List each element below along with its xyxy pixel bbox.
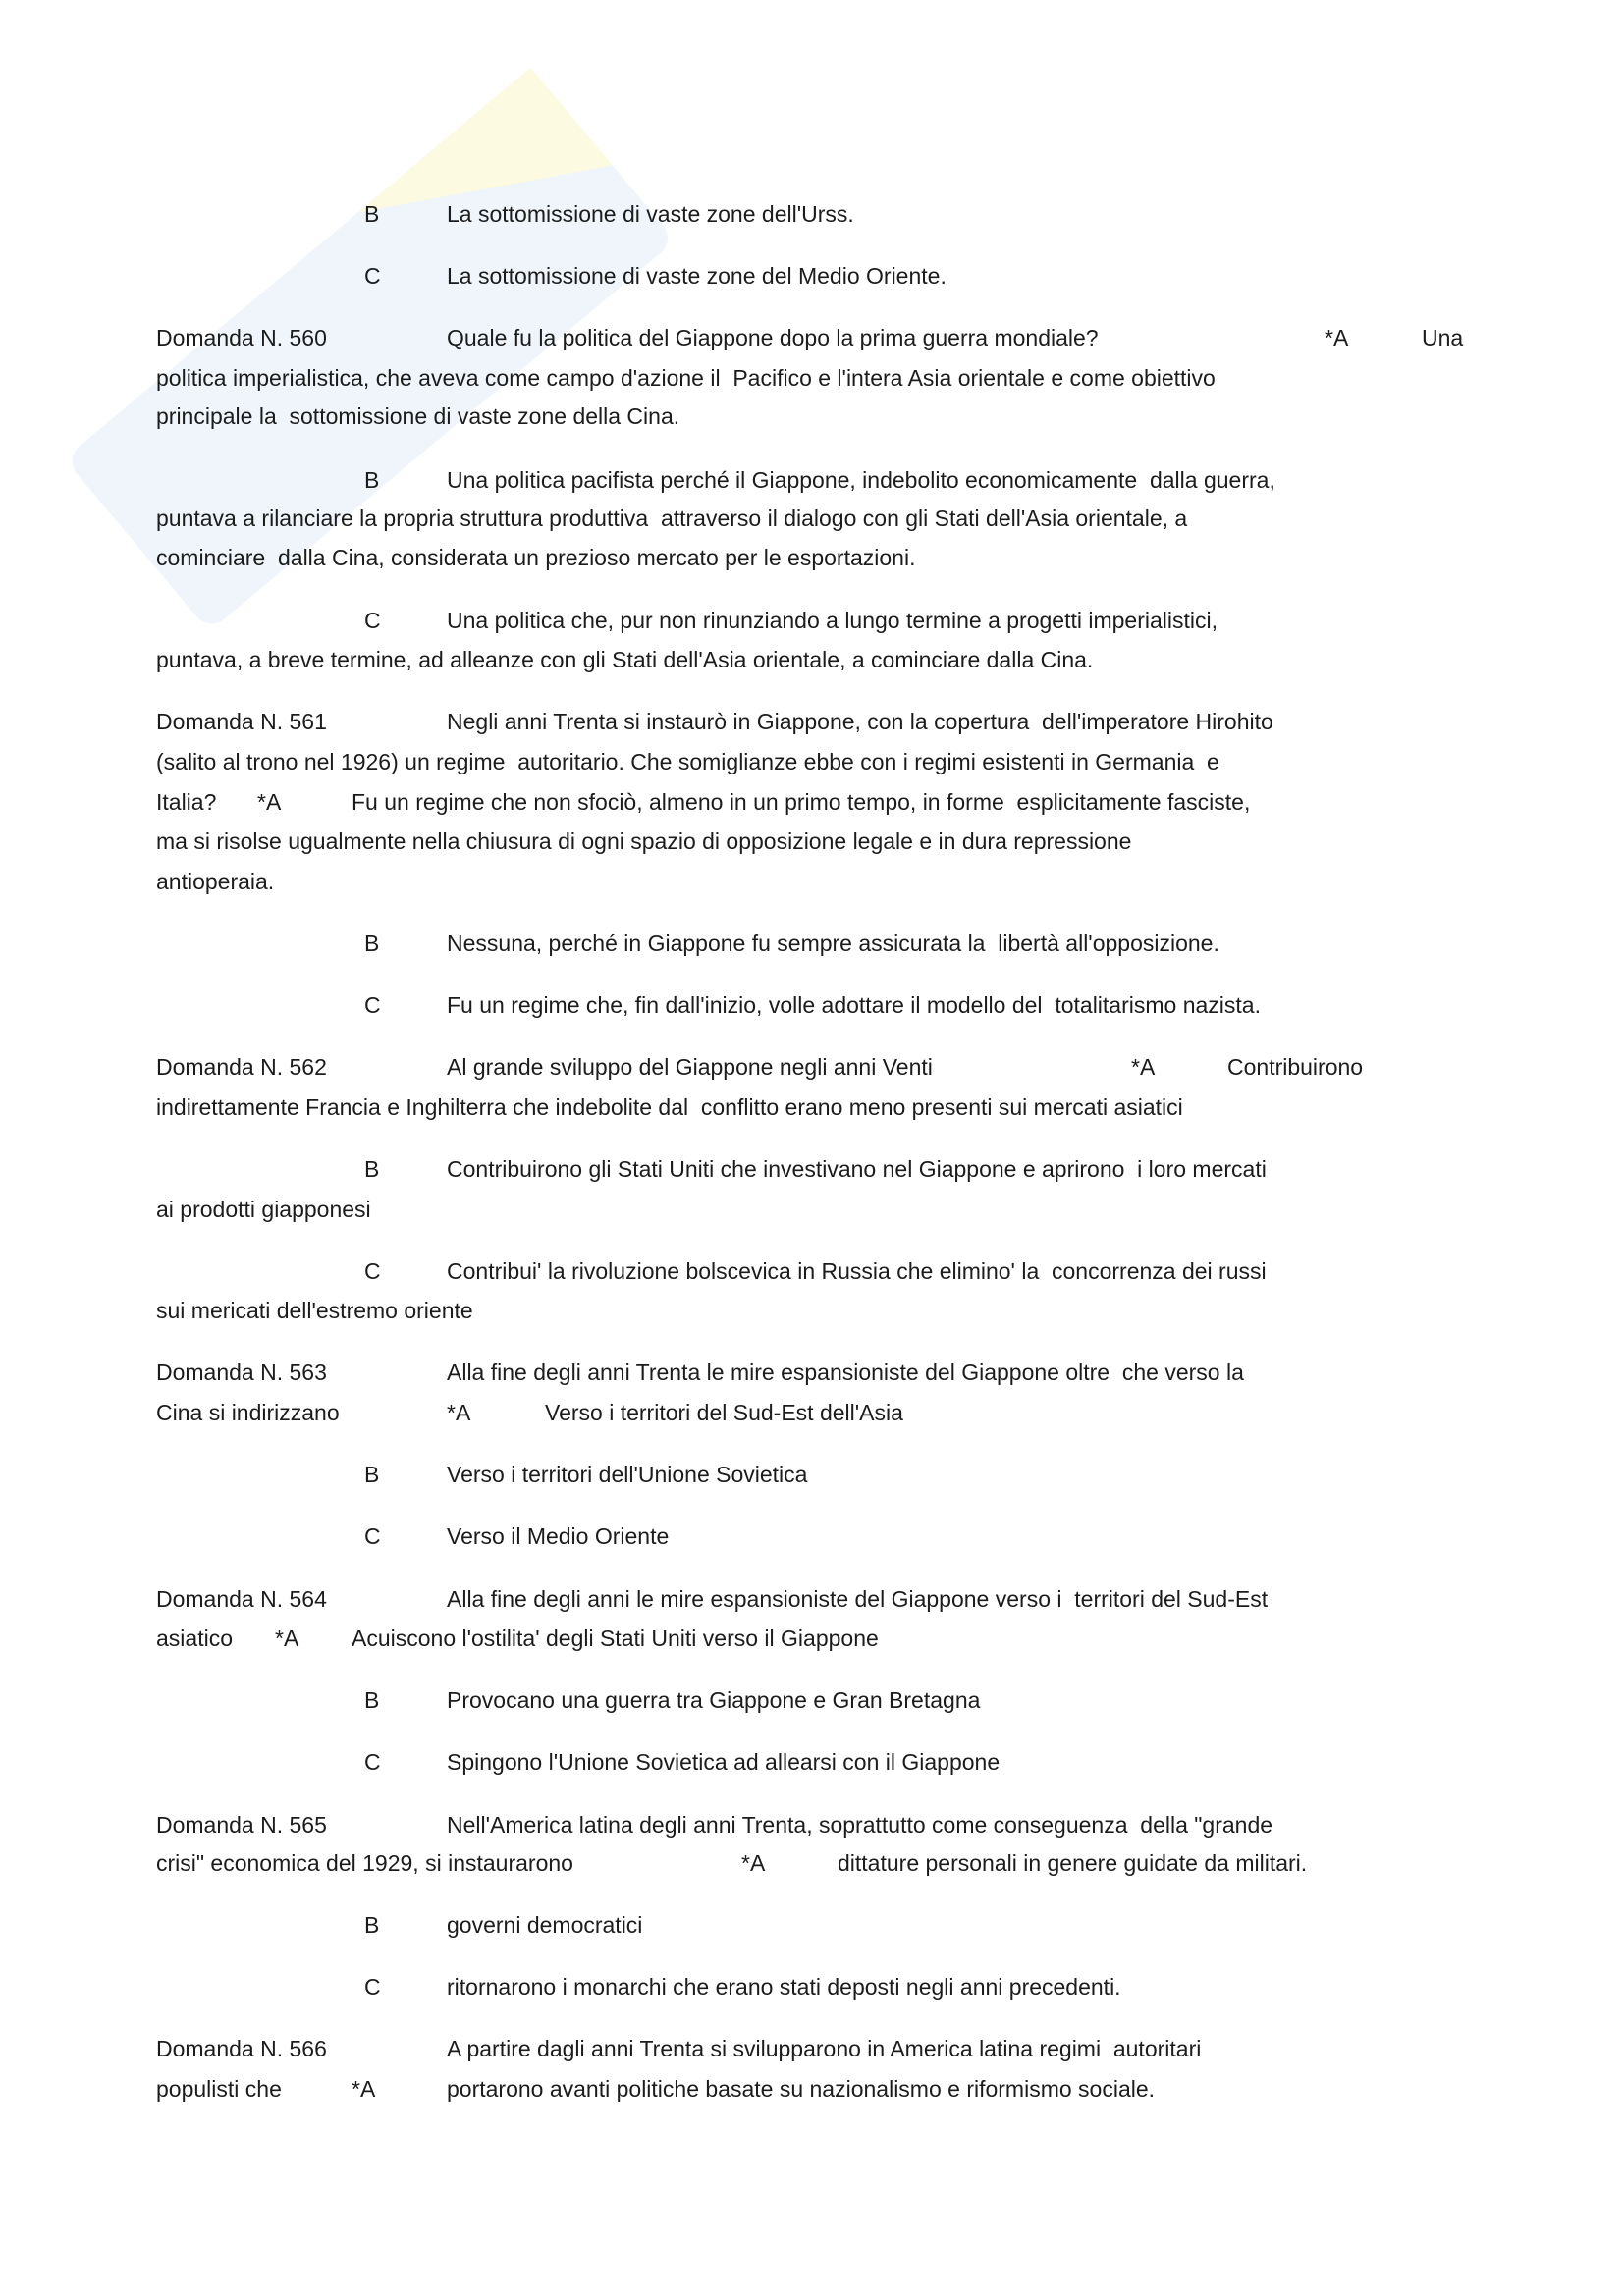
question-number: Domanda N. 561 xyxy=(156,709,327,734)
option-label: B xyxy=(364,931,380,956)
option-label: C xyxy=(364,1749,381,1775)
answer-text: antioperaia. xyxy=(156,869,275,894)
question-text: populisti che xyxy=(156,2076,282,2102)
option-label: C xyxy=(364,1523,381,1549)
correct-marker: *A xyxy=(741,1850,766,1876)
option-label: B xyxy=(364,1156,380,1182)
answer-text: ma si risolse ugualmente nella chiusura di ogni spazio di opposizione legale e in dura repressione xyxy=(156,828,1132,854)
answer-text: Acuiscono l'ostilita' degli Stati Uniti verso il Giappone xyxy=(352,1626,879,1651)
option-label: C xyxy=(364,992,381,1018)
option-label: B xyxy=(364,467,380,493)
question-number: Domanda N. 562 xyxy=(156,1054,327,1080)
correct-marker: *A xyxy=(275,1626,299,1651)
option-text: puntava, a breve termine, ad alleanze con gli Stati dell'Asia orientale, a cominciare dalla Cina. xyxy=(156,647,1094,672)
correct-marker: *A xyxy=(352,2076,376,2102)
answer-text: dittature personali in genere guidate da militari. xyxy=(838,1850,1308,1876)
correct-marker: *A xyxy=(447,1400,471,1425)
question-number: Domanda N. 563 xyxy=(156,1360,327,1385)
option-label: B xyxy=(364,1912,380,1938)
answer-text: politica imperialistica, che aveva come campo d'azione il Pacifico e l'intera Asia orientale e come obiettivo xyxy=(156,365,1216,391)
correct-marker: *A xyxy=(257,789,282,815)
option-text: governi democratici xyxy=(447,1912,643,1938)
option-text: Fu un regime che, fin dall'inizio, volle adottare il modello del totalitarismo nazista. xyxy=(447,992,1261,1018)
question-text: (salito al trono nel 1926) un regime autoritario. Che somiglianze ebbe con i regimi esistenti in Germania e xyxy=(156,749,1219,774)
option-label: C xyxy=(364,263,381,289)
option-text: sui mericati dell'estremo oriente xyxy=(156,1298,473,1323)
answer-text: indirettamente Francia e Inghilterra che indebolite dal conflitto erano meno presenti sui mercati asiatici xyxy=(156,1095,1183,1120)
question-text: A partire dagli anni Trenta si svilupparono in America latina regimi autoritari xyxy=(447,2036,1202,2061)
option-label: C xyxy=(364,1974,381,2000)
option-label: C xyxy=(364,1258,381,1284)
option-text: Una politica che, pur non rinunziando a lungo termine a progetti imperialistici, xyxy=(447,608,1218,633)
question-text: asiatico xyxy=(156,1626,233,1651)
option-text: Verso i territori dell'Unione Sovietica xyxy=(447,1462,808,1487)
answer-text: Contribuirono xyxy=(1227,1054,1364,1080)
option-label: B xyxy=(364,201,380,227)
question-text: Quale fu la politica del Giappone dopo la prima guerra mondiale? xyxy=(447,325,1099,350)
option-text: La sottomissione di vaste zone dell'Urss. xyxy=(447,201,854,227)
question-text: Italia? xyxy=(156,789,217,815)
question-number: Domanda N. 565 xyxy=(156,1812,327,1838)
option-text: ai prodotti giapponesi xyxy=(156,1197,371,1222)
answer-text: portarono avanti politiche basate su nazionalismo e riformismo sociale. xyxy=(447,2076,1156,2102)
question-text: Cina si indirizzano xyxy=(156,1400,340,1425)
question-text: crisi" economica del 1929, si instaurarono xyxy=(156,1850,573,1876)
option-text: Una politica pacifista perché il Giappone, indebolito economicamente dalla guerra, xyxy=(447,467,1275,493)
option-text: Spingono l'Unione Sovietica ad allearsi con il Giappone xyxy=(447,1749,1001,1775)
correct-marker: *A xyxy=(1325,325,1349,350)
option-b-559 xyxy=(0,197,1624,231)
option-label: B xyxy=(364,1462,380,1487)
option-text: cominciare dalla Cina, considerata un prezioso mercato per le esportazioni. xyxy=(156,545,916,570)
option-text: Contribui' la rivoluzione bolscevica in Russia che elimino' la concorrenza dei russi xyxy=(447,1258,1267,1284)
option-text: Contribuirono gli Stati Uniti che investivano nel Giappone e aprirono i loro mercati xyxy=(447,1156,1267,1182)
option-label: B xyxy=(364,1687,380,1713)
question-number: Domanda N. 564 xyxy=(156,1586,327,1612)
question-text: Negli anni Trenta si instaurò in Giappone, con la copertura dell'imperatore Hirohito xyxy=(447,709,1273,734)
option-text: Verso il Medio Oriente xyxy=(447,1523,670,1549)
question-text: Alla fine degli anni le mire espansioniste del Giappone verso i territori del Sud-Est xyxy=(447,1586,1269,1612)
question-text: Al grande sviluppo del Giappone negli anni Venti xyxy=(447,1054,933,1080)
answer-text: principale la sottomissione di vaste zone della Cina. xyxy=(156,403,680,429)
question-number: Domanda N. 560 xyxy=(156,325,327,350)
correct-marker: *A xyxy=(1131,1054,1156,1080)
answer-text: Una xyxy=(1422,325,1464,350)
option-text: La sottomissione di vaste zone del Medio Oriente. xyxy=(447,263,947,289)
answer-text: Fu un regime che non sfociò, almeno in un primo tempo, in forme esplicitamente fasciste, xyxy=(352,789,1251,815)
answer-text: Verso i territori del Sud-Est dell'Asia xyxy=(545,1400,903,1425)
option-text: Nessuna, perché in Giappone fu sempre assicurata la libertà all'opposizione. xyxy=(447,931,1219,956)
option-text: Provocano una guerra tra Giappone e Gran Bretagna xyxy=(447,1687,981,1713)
question-text: Nell'America latina degli anni Trenta, soprattutto come conseguenza della "grande xyxy=(447,1812,1273,1838)
option-text: puntava a rilanciare la propria struttura produttiva attraverso il dialogo con gli Stati dell'Asia orientale, a xyxy=(156,506,1188,531)
option-label: C xyxy=(364,608,381,633)
option-text: ritornarono i monarchi che erano stati deposti negli anni precedenti. xyxy=(447,1974,1121,2000)
option-c-559 xyxy=(0,259,1624,293)
question-number: Domanda N. 566 xyxy=(156,2036,327,2061)
question-text: Alla fine degli anni Trenta le mire espansioniste del Giappone oltre che verso la xyxy=(447,1360,1244,1385)
